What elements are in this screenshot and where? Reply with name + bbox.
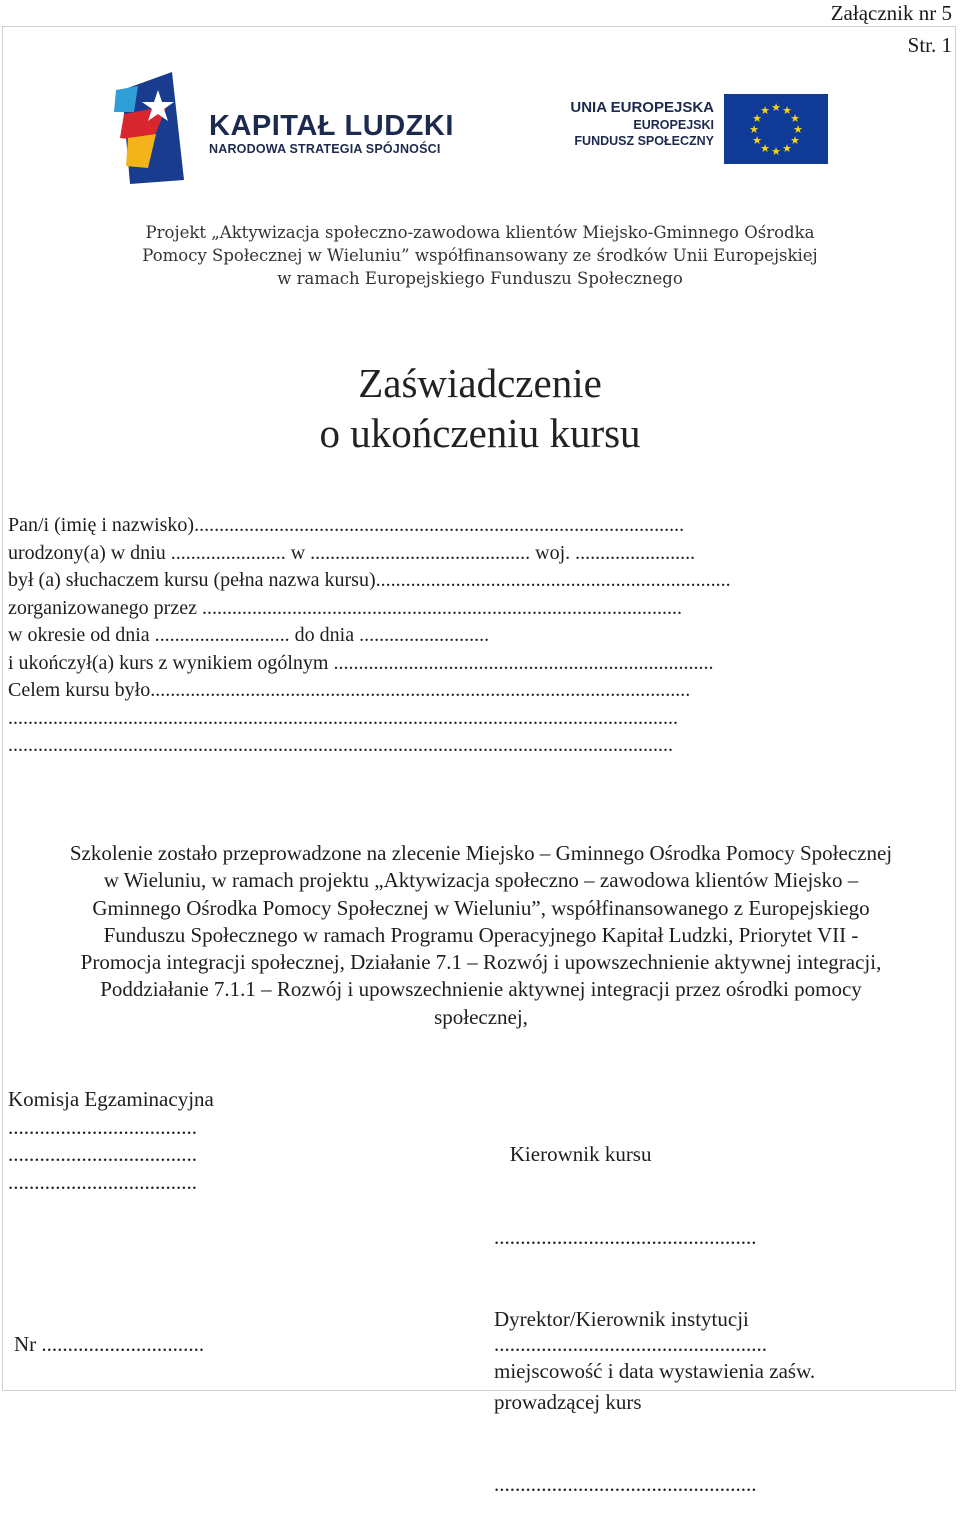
eu-logo-line1: UNIA EUROPEJSKA xyxy=(570,99,714,116)
project-line: w ramach Europejskiego Funduszu Społecznego xyxy=(277,269,683,288)
statement-line: Gminnego Ośrodka Pomocy Społecznej w Wieluniu”, współfinansowanego z Europejskiego xyxy=(92,895,870,920)
place-date-label: miejscowość i data wystawienia zaśw. xyxy=(494,1359,816,1383)
svg-text:★: ★ xyxy=(790,134,800,147)
svg-text:★: ★ xyxy=(749,123,759,136)
field-purpose-cont: ...................................................................................................................................... xyxy=(8,706,678,729)
signature-line: .................................... xyxy=(8,1142,197,1166)
statement-line: Szkolenie zostało przeprowadzone na zlecenie Miejsko – Gminnego Ośrodka Pomocy Społecznej xyxy=(69,841,893,865)
statement-line: w Wieluniu, w ramach projektu „Aktywizacja społeczno – zawodowa klientów Miejsko – xyxy=(103,868,859,893)
eu-logo-line3: FUNDUSZ SPOŁECZNY xyxy=(574,134,714,148)
signature-line: .................................................. xyxy=(494,1472,757,1496)
svg-text:★: ★ xyxy=(771,145,781,158)
signature-line: .................................... xyxy=(8,1169,197,1194)
svg-text:★: ★ xyxy=(771,101,781,114)
statement-line: społecznej, xyxy=(434,1004,528,1029)
field-course-name: był (a) słuchaczem kursu (pełna nazwa kursu)....................................................................... xyxy=(8,569,731,591)
logo-title: KAPITAŁ LUDZKI xyxy=(209,110,454,142)
eu-flag-icon xyxy=(724,94,828,164)
statement-line: Poddziałanie 7.1.1 – Rozwój i upowszechnienie aktywnej integracji przez ośrodki pomocy xyxy=(100,977,862,1002)
project-line: Projekt „Aktywizacja społeczno-zawodowa klientów Miejsko-Gminnego Ośrodka xyxy=(145,223,815,242)
exam-committee-label: Komisja Egzaminacyjna xyxy=(8,1087,214,1111)
field-purpose: Celem kursu było............................................................................................................ xyxy=(8,679,691,701)
field-name: Pan/i (imię i nazwisko).................................................................................................. xyxy=(8,514,685,536)
course-manager-label: Kierownik kursu xyxy=(494,1142,652,1166)
svg-text:★: ★ xyxy=(782,142,792,155)
eu-logo-line2: EUROPEJSKI xyxy=(633,118,714,132)
svg-text:★: ★ xyxy=(752,134,762,147)
place-date-line: .................................................... xyxy=(494,1332,767,1356)
document-title: Zaświadczenie xyxy=(358,360,602,406)
exam-committee-signature xyxy=(8,1086,214,1196)
statement-line: Promocja integracji społecznej, Działanie 7.1 – Rozwój i upowszechnienie aktywnej integracji, xyxy=(80,950,882,975)
field-period: w okresie od dnia ........................... do dnia .......................... xyxy=(8,624,490,646)
svg-text:★: ★ xyxy=(760,142,770,155)
attachment-label: Załącznik nr 5 xyxy=(830,1,952,25)
svg-text:★: ★ xyxy=(793,123,803,136)
field-result: i ukończył(a) kurs z wynikiem ogólnym ............................................................................ xyxy=(8,651,714,674)
director-label-cont: prowadzącej kurs xyxy=(494,1389,642,1414)
certificate-number: Nr ............................... xyxy=(14,1332,205,1356)
svg-text:★: ★ xyxy=(752,112,762,125)
project-line: Pomocy Społecznej w Wieluniu” współfinansowany ze środków Unii Europejskiej xyxy=(142,246,818,265)
statement-line: Funduszu Społecznego w ramach Programu Operacyjnego Kapitał Ludzki, Priorytet VII - xyxy=(103,922,859,947)
page-number: Str. 1 xyxy=(907,33,952,57)
field-birth: urodzony(a) w dniu ....................... w ............................................ woj. ........................ xyxy=(8,541,696,564)
document-subtitle: o ukończeniu kursu xyxy=(319,410,641,456)
kapital-ludzki-emblem-icon xyxy=(112,72,192,188)
kapital-ludzki-logo xyxy=(112,72,462,188)
logo-subtitle: NARODOWA STRATEGIA SPÓJNOŚCI xyxy=(209,142,441,156)
svg-text:★: ★ xyxy=(782,104,792,117)
director-label: Dyrektor/Kierownik instytucji xyxy=(494,1307,749,1331)
field-organizer: zorganizowanego przez ................................................................................................ xyxy=(8,596,682,619)
signature-line: .................................... xyxy=(8,1114,197,1139)
course-manager-signature xyxy=(494,1086,757,1526)
field-purpose-cont: ..................................................................................................................................... xyxy=(8,734,673,756)
svg-text:★: ★ xyxy=(790,112,800,125)
svg-text:★: ★ xyxy=(760,104,770,117)
signature-line: .................................................. xyxy=(494,1224,757,1249)
statement-paragraph xyxy=(12,840,950,1031)
eu-logo xyxy=(566,94,832,166)
project-description xyxy=(0,221,960,290)
